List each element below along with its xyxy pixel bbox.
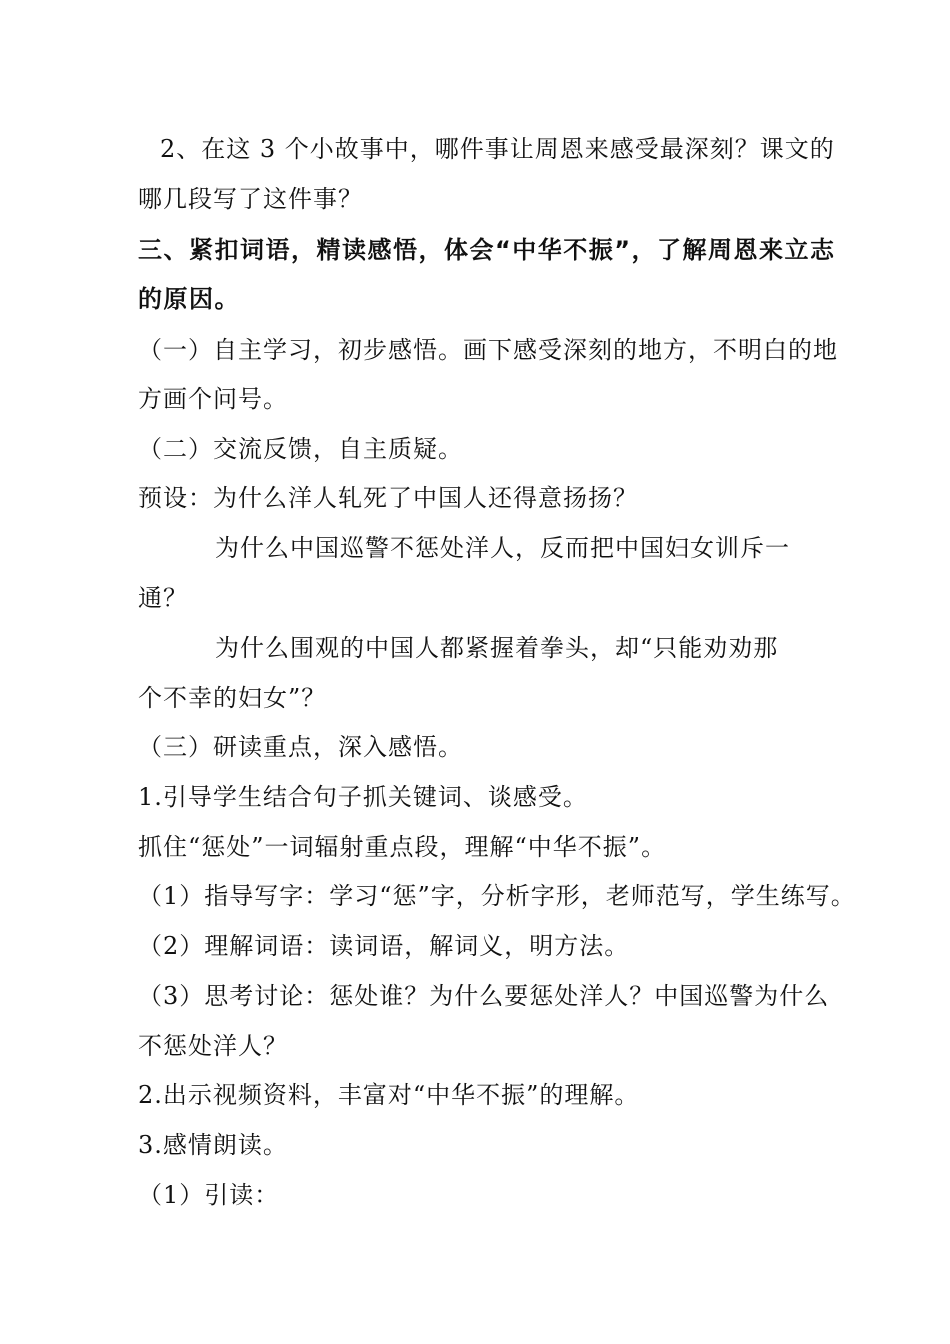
question-2-line-2: 哪几段写了这件事？ — [138, 185, 363, 213]
preset-question-3-line-1: 为什么围观的中国人都紧握着拳头，却“只能劝劝那 — [215, 634, 779, 662]
question-2-line-1: 2、在这 3 个小故事中，哪件事让周恩来感受最深刻？课文的 — [160, 135, 835, 163]
preset-question-2-line-1: 为什么中国巡警不惩处洋人，反而把中国妇女训斥一 — [215, 534, 790, 562]
sub-item-3-line-2: 不惩处洋人？ — [138, 1032, 288, 1060]
item-3-sub-1: （1）引读： — [138, 1181, 280, 1209]
item-3: 3.感情朗读。 — [138, 1131, 288, 1159]
sub-item-1: （1）指导写字：学习“惩”字，分析字形，老师范写，学生练写。 — [138, 882, 856, 910]
item-1: 1.引导学生结合句子抓关键词、谈感受。 — [138, 783, 588, 811]
section-3-heading-line-2: 的原因。 — [138, 285, 240, 313]
item-1-focus: 抓住“惩处”一词辐射重点段，理解“中华不振”。 — [138, 833, 667, 861]
preset-question-3-line-2: 个不幸的妇女”？ — [138, 684, 327, 712]
sub-item-2: （2）理解词语：读词语，解词义，明方法。 — [138, 932, 630, 960]
step-3-heading: （三）研读重点，深入感悟。 — [138, 733, 463, 761]
step-1-line-1: （一）自主学习，初步感悟。画下感受深刻的地方，不明白的地 — [138, 336, 838, 364]
step-2-heading: （二）交流反馈，自主质疑。 — [138, 435, 463, 463]
sub-item-3-line-1: （3）思考讨论：惩处谁？为什么要惩处洋人？中国巡警为什么 — [138, 982, 830, 1010]
item-2: 2.出示视频资料，丰富对“中华不振”的理解。 — [138, 1081, 640, 1109]
section-3-heading-line-1: 三、紧扣词语，精读感悟，体会“中华不振”，了解周恩来立志 — [138, 236, 836, 264]
preset-question-1: 预设：为什么洋人轧死了中国人还得意扬扬？ — [138, 484, 638, 512]
preset-question-2-line-2: 通？ — [138, 584, 188, 612]
step-1-line-2: 方画个问号。 — [138, 385, 288, 413]
